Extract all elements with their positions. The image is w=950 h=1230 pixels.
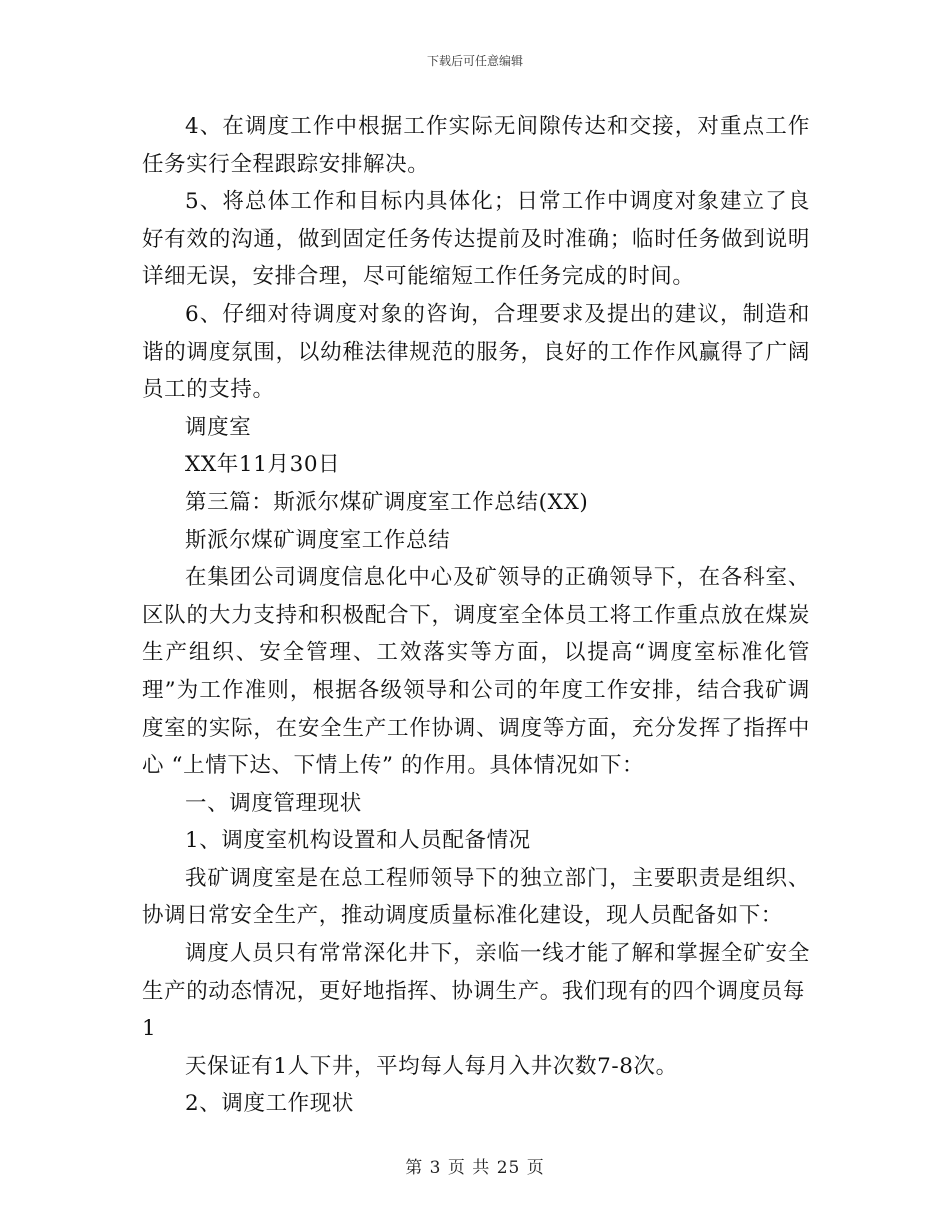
dispatcher-paragraph: 调度人员只有常常深化井下，亲临一线才能了解和掌握全矿安全生产的动态情况，更好地指挥、协调生产。我们现有的四个调度员每 [142,941,810,1004]
document-title: 斯派尔煤矿调度室工作总结 [185,527,451,553]
signature-department: 调度室 [185,414,252,440]
section-title: 第三篇：斯派尔煤矿调度室工作总结(XX) [185,489,589,515]
subheading-staffing: 1、调度室机构设置和人员配备情况 [185,828,531,854]
inline-page-number: 1 [142,1016,157,1042]
paragraph-item-6: 6、仔细对待调度对象的咨询，合理要求及提出的建议，制造和谐的调度氛围，以幼稚法律规范的服务，良好的工作作风赢得了广阔员工的支持。 [142,301,810,403]
subheading-work-status: 2、调度工作现状 [185,1091,354,1117]
page-header: 下载后可任意编辑 [426,54,523,68]
dispatcher-continuation: 天保证有1人下井，平均每人每月入井次数7-8次。 [185,1053,678,1079]
page-footer: 第 3 页 共 25 页 [405,1158,545,1178]
heading-status: 一、调度管理现状 [185,790,362,816]
document-body [142,108,810,1123]
paragraph-item-4: 4、在调度工作中根据工作实际无间隙传达和交接，对重点工作任务实行全程跟踪安排解决。 [142,114,810,177]
intro-paragraph: 在集团公司调度信息化中心及矿领导的正确领导下，在各科室、区队的大力支持和积极配合下，调度室全体员工将工作重点放在煤炭生产组织、安全管理、工效落实等方面，以提高“调度室标准化管理”为工作准则，根据各级领导和公司的年度工作安排，结合我矿调度室的实际，在安全生产工作协调、调度等方面，充分发挥了指挥中心 “上情下达、下情上传” 的作用。具体情况如下： [142,565,810,779]
signature-date: XX年11月30日 [185,452,341,478]
staffing-paragraph: 我矿调度室是在总工程师领导下的独立部门，主要职责是组织、协调日常安全生产，推动调度质量标准化建设，现人员配备如下： [142,865,810,929]
paragraph-item-5: 5、将总体工作和目标内具体化；日常工作中调度对象建立了良好有效的沟通，做到固定任务传达提前及时准确；临时任务做到说明详细无误，安排合理，尽可能缩短工作任务完成的时间。 [142,189,810,290]
